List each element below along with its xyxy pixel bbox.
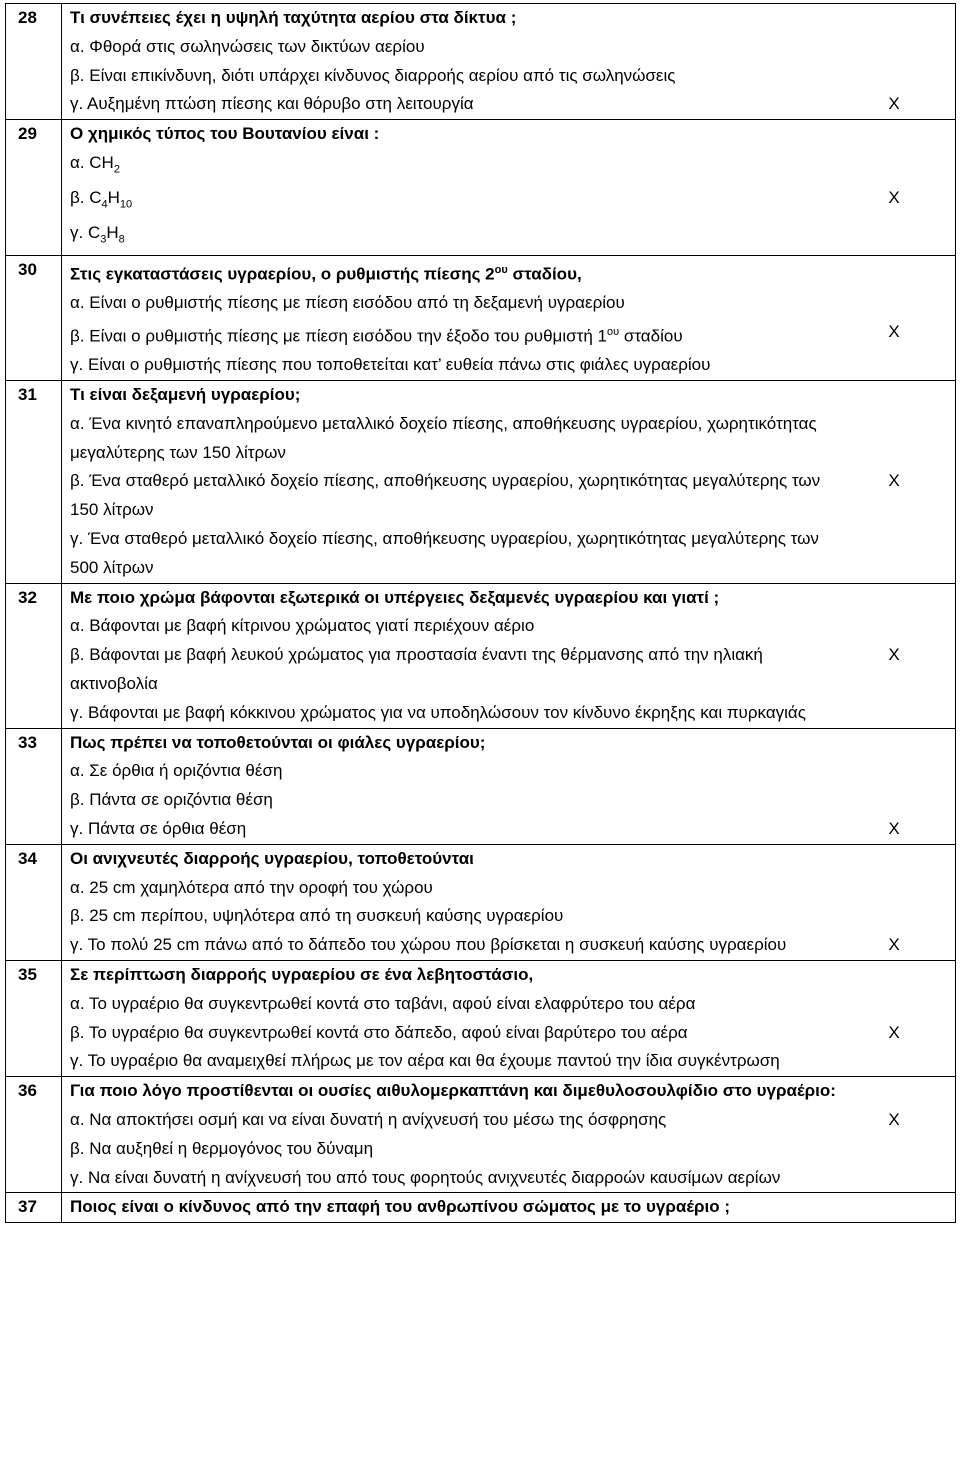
question-text: Πως πρέπει να τοποθετούνται οι φιάλες υγραερίου; xyxy=(70,732,486,752)
answer-option: β. Είναι ο ρυθμιστής πίεσης με πίεση εισόδου την έξοδο του ρυθμιστή $1^{o\upsilon}$ σταδίου X xyxy=(70,318,949,351)
answer-option: γ. Βάφονται με βαφή κόκκινου χρώματος για να υποδηλώσουν τον κίνδυνο έκρηξης και πυρκαγιάς xyxy=(70,702,806,722)
answer-option: β. Ένα σταθερό μεταλλικό δοχείο πίεσης, αποθήκευσης υγραερίου, χωρητικότητας μεγαλύτερης των 150 λίτρων X xyxy=(70,467,949,525)
question-row-31 xyxy=(6,381,956,584)
question-number: 29 xyxy=(6,120,62,255)
answer-option: γ. $C_3H_8$ xyxy=(70,223,125,246)
answer-option: α. Να αποκτήσει οσμή και να είναι δυνατή η ανίχνευσή του μέσω της όσφρησης X xyxy=(70,1106,949,1135)
question-number: 30 xyxy=(6,255,62,381)
question-row-28 xyxy=(6,4,956,120)
answer-option: β. Βάφονται με βαφή λευκού χρώματος για προστασία έναντι της θέρμανσης από την ηλιακή ακτινοβολία X xyxy=(70,641,949,699)
answer-mark: X xyxy=(888,1022,900,1042)
answer-option: β. 25 cm περίπου, υψηλότερα από τη συσκευή καύσης υγραερίου xyxy=(70,906,564,926)
question-number: 32 xyxy=(6,583,62,728)
answer-option: γ. Το πολύ 25 cm πάνω από το δάπεδο του χώρου που βρίσκεται η συσκευή καύσης υγραερίου X xyxy=(70,931,949,960)
question-number: 33 xyxy=(6,728,62,844)
answer-option: γ. Αυξημένη πτώση πίεσης και θόρυβο στη λειτουργία X xyxy=(70,90,949,119)
answer-option: γ. Πάντα σε όρθια θέση X xyxy=(70,815,949,844)
question-number: 28 xyxy=(6,4,62,120)
question-text: Για ποιο λόγο προστίθενται οι ουσίες αιθυλομερκαπτάνη και διμεθυλοσουλφίδιο στο υγραέριο: xyxy=(70,1081,836,1101)
question-row-30 xyxy=(6,255,956,381)
question-text: Με ποιο χρώμα βάφονται εξωτερικά οι υπέργειες δεξαμενές υγραερίου και γιατί ; xyxy=(70,587,720,607)
answer-mark: X xyxy=(888,935,900,955)
question-number: 31 xyxy=(6,381,62,584)
question-row-33 xyxy=(6,728,956,844)
answer-mark: X xyxy=(888,471,900,491)
answer-mark: X xyxy=(888,645,900,665)
answer-mark: X xyxy=(888,819,900,838)
question-text: Οι ανιχνευτές διαρροής υγραερίου, τοποθετούνται xyxy=(70,848,474,868)
question-row-37 xyxy=(6,1193,956,1223)
answer-option: γ. Να είναι δυνατή η ανίχνευσή του από τους φορητούς ανιχνευτές διαρροών καυσίμων αερίων xyxy=(70,1167,781,1187)
question-text: Ποιος είναι ο κίνδυνος από την επαφή του ανθρωπίνου σώματος με το υγραέριο ; xyxy=(70,1197,731,1217)
answer-option: β. Να αυξηθεί η θερμογόνος του δύναμη xyxy=(70,1138,374,1158)
answer-option: γ. Το υγραέριο θα αναμειχθεί πλήρως με τον αέρα και θα έχουμε παντού την ίδια συγκέντρωση xyxy=(70,1051,780,1071)
questions-table xyxy=(5,3,956,1223)
answer-mark: X xyxy=(888,321,900,341)
answer-option: α. Σε όρθια ή οριζόντια θέση xyxy=(70,761,283,781)
answer-option: α. $CH_2$ xyxy=(70,152,120,176)
question-text: Τι συνέπειες έχει η υψηλή ταχύτητα αερίου στα δίκτυα ; xyxy=(70,8,517,27)
question-text: Τι είναι δεξαμενή υγραερίου; xyxy=(70,385,301,405)
question-text: Στις εγκαταστάσεις υγραερίου, ο ρυθμιστής πίεσης $2^{o\upsilon}$ σταδίου, xyxy=(70,263,582,284)
answer-option: γ. Ένα σταθερό μεταλλικό δοχείο πίεσης, αποθήκευσης υγραερίου, χωρητικότητας μεγαλύτερης των 500 λίτρων xyxy=(70,529,819,577)
answer-option: α. Το υγραέριο θα συγκεντρωθεί κοντά στο ταβάνι, αφού είναι ελαφρύτερο του αέρα xyxy=(70,993,696,1013)
answer-option: α. Φθορά στις σωληνώσεις των δικτύων αερίου xyxy=(70,36,425,56)
answer-option: β. Πάντα σε οριζόντια θέση xyxy=(70,790,273,810)
question-number: 35 xyxy=(6,960,62,1076)
question-row-36 xyxy=(6,1077,956,1193)
question-number: 34 xyxy=(6,844,62,960)
answer-mark: X xyxy=(888,188,900,208)
answer-option: α. Βάφονται με βαφή κίτρινου χρώματος γιατί περιέχουν αέριο xyxy=(70,616,535,636)
question-row-34 xyxy=(6,844,956,960)
question-row-35 xyxy=(6,960,956,1076)
answer-option: α. Ένα κινητό επαναπληρούμενο μεταλλικό δοχείο πίεσης, αποθήκευσης υγραερίου, χωρητικότητας μεγαλύτερης των 150 λίτρων xyxy=(70,413,817,462)
answer-option: α. Είναι ο ρυθμιστής πίεσης με πίεση εισόδου από τη δεξαμενή υγραερίου xyxy=(70,293,625,312)
answer-option: α. 25 cm χαμηλότερα από την οροφή του χώρου xyxy=(70,877,433,897)
answer-option: β. $C_4H_{10}$ X xyxy=(70,184,949,219)
question-number: 37 xyxy=(6,1193,62,1223)
question-text: Ο χημικός τύπος του Βουτανίου είναι : xyxy=(70,124,380,144)
question-number: 36 xyxy=(6,1077,62,1193)
answer-option: β. Είναι επικίνδυνη, διότι υπάρχει κίνδυνος διαρροής αερίου από τις σωληνώσεις xyxy=(70,65,676,85)
question-text: Σε περίπτωση διαρροής υγραερίου σε ένα λεβητοστάσιο, xyxy=(70,964,534,984)
question-row-29 xyxy=(6,120,956,255)
question-row-32 xyxy=(6,583,956,728)
answer-option: β. Το υγραέριο θα συγκεντρωθεί κοντά στο δάπεδο, αφού είναι βαρύτερο του αέρα X xyxy=(70,1019,949,1048)
answer-mark: X xyxy=(888,94,900,114)
answer-option: γ. Είναι ο ρυθμιστής πίεσης που τοποθετείται κατ’ ευθεία πάνω στις φιάλες υγραερίου xyxy=(70,355,711,375)
answer-mark: X xyxy=(888,1109,900,1129)
